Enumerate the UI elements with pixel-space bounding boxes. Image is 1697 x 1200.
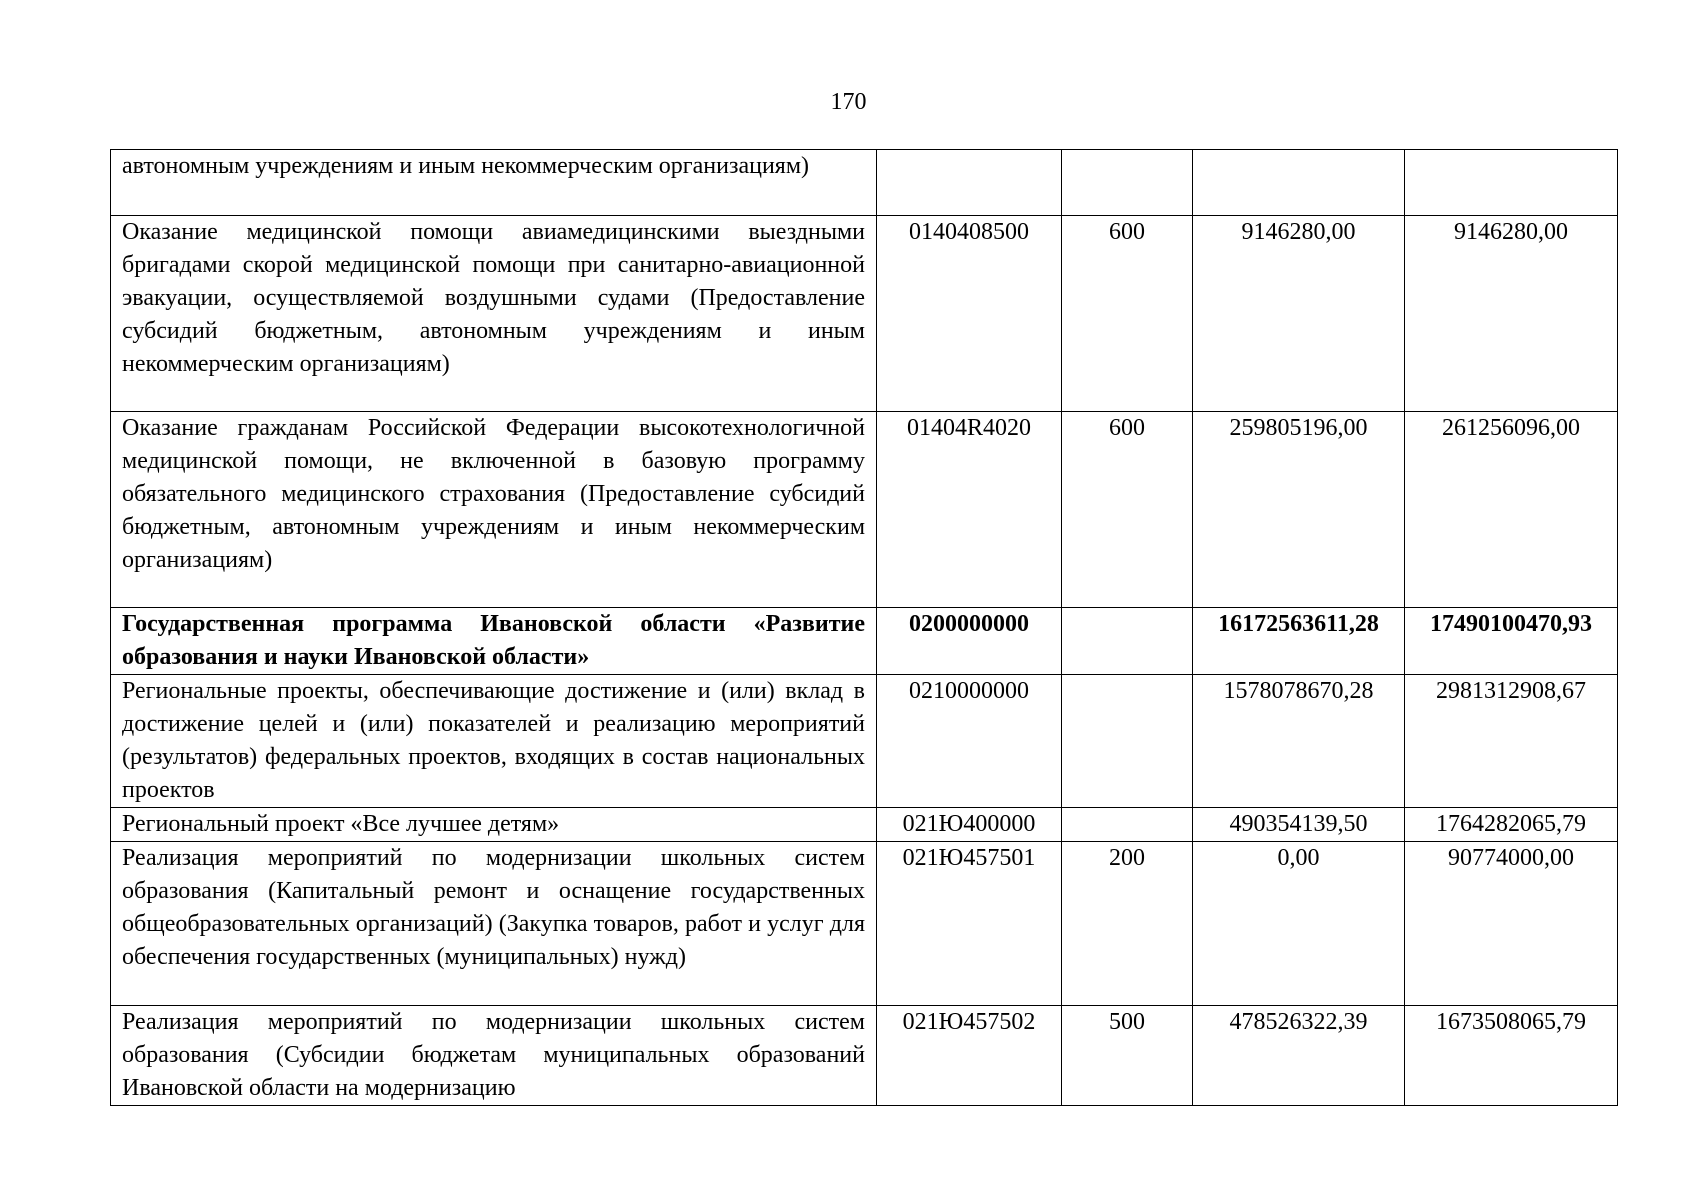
expense-name-cell: Реализация мероприятий по модернизации школьных систем образования (Субсидии бюджетам муниципальных образований Ивановской области на модернизацию [111, 1006, 877, 1106]
table-row [111, 842, 1618, 1006]
target-code-cell: 0140408500 [877, 216, 1062, 412]
amount-year1-cell [1193, 150, 1405, 216]
expense-name-cell: автономным учреждениям и иным некоммерческим организациям) [111, 150, 877, 216]
table-row [111, 808, 1618, 842]
amount-year2-cell: 1764282065,79 [1405, 808, 1618, 842]
amount-year2-cell [1405, 150, 1618, 216]
target-code-cell [877, 150, 1062, 216]
amount-year2-cell: 17490100470,93 [1405, 608, 1618, 675]
amount-year2-cell: 261256096,00 [1405, 412, 1618, 608]
expense-name-cell: Оказание гражданам Российской Федерации высокотехнологичной медицинской помощи, не включенной в базовую программу обязательного медицинского страхования (Предоставление субсидий бюджетным, автономным учреждениям и иным некоммерческим организациям) [111, 412, 877, 608]
amount-year1-cell: 1578078670,28 [1193, 675, 1405, 808]
expense-name-cell: Региональные проекты, обеспечивающие достижение и (или) вклад в достижение целей и (или) показателей и реализацию мероприятий (результатов) федеральных проектов, входящих в состав национальных проектов [111, 675, 877, 808]
amount-year2-cell: 90774000,00 [1405, 842, 1618, 1006]
expense-name-cell: Региональный проект «Все лучшее детям» [111, 808, 877, 842]
target-code-cell: 0210000000 [877, 675, 1062, 808]
expense-type-cell: 500 [1062, 1006, 1193, 1106]
amount-year1-cell: 16172563611,28 [1193, 608, 1405, 675]
table-row [111, 1006, 1618, 1106]
table-row [111, 150, 1618, 216]
amount-year1-cell: 478526322,39 [1193, 1006, 1405, 1106]
expense-type-cell: 600 [1062, 412, 1193, 608]
expense-name-cell: Реализация мероприятий по модернизации школьных систем образования (Капитальный ремонт и оснащение государственных общеобразовательных организаций) (Закупка товаров, работ и услуг для обеспечения государственных (муниципальных) нужд) [111, 842, 877, 1006]
amount-year1-cell: 490354139,50 [1193, 808, 1405, 842]
target-code-cell: 021Ю457502 [877, 1006, 1062, 1106]
target-code-cell: 0200000000 [877, 608, 1062, 675]
table-row [111, 412, 1618, 608]
amount-year2-cell: 9146280,00 [1405, 216, 1618, 412]
expense-type-cell [1062, 608, 1193, 675]
expense-type-cell [1062, 675, 1193, 808]
target-code-cell: 021Ю457501 [877, 842, 1062, 1006]
amount-year1-cell: 0,00 [1193, 842, 1405, 1006]
expense-type-cell [1062, 808, 1193, 842]
target-code-cell: 01404R4020 [877, 412, 1062, 608]
expense-type-cell: 600 [1062, 216, 1193, 412]
amount-year1-cell: 9146280,00 [1193, 216, 1405, 412]
table-row [111, 216, 1618, 412]
budget-table [110, 149, 1618, 1106]
expense-name-cell: Государственная программа Ивановской области «Развитие образования и науки Ивановской области» [111, 608, 877, 675]
amount-year1-cell: 259805196,00 [1193, 412, 1405, 608]
target-code-cell: 021Ю400000 [877, 808, 1062, 842]
table-row [111, 675, 1618, 808]
table-row-program [111, 608, 1618, 675]
amount-year2-cell: 2981312908,67 [1405, 675, 1618, 808]
amount-year2-cell: 1673508065,79 [1405, 1006, 1618, 1106]
page-number: 170 [830, 89, 867, 115]
expense-name-cell: Оказание медицинской помощи авиамедицинскими выездными бригадами скорой медицинской помощи при санитарно-авиационной эвакуации, осуществляемой воздушными судами (Предоставление субсидий бюджетным, автономным учреждениям и иным некоммерческим организациям) [111, 216, 877, 412]
expense-type-cell: 200 [1062, 842, 1193, 1006]
expense-type-cell [1062, 150, 1193, 216]
